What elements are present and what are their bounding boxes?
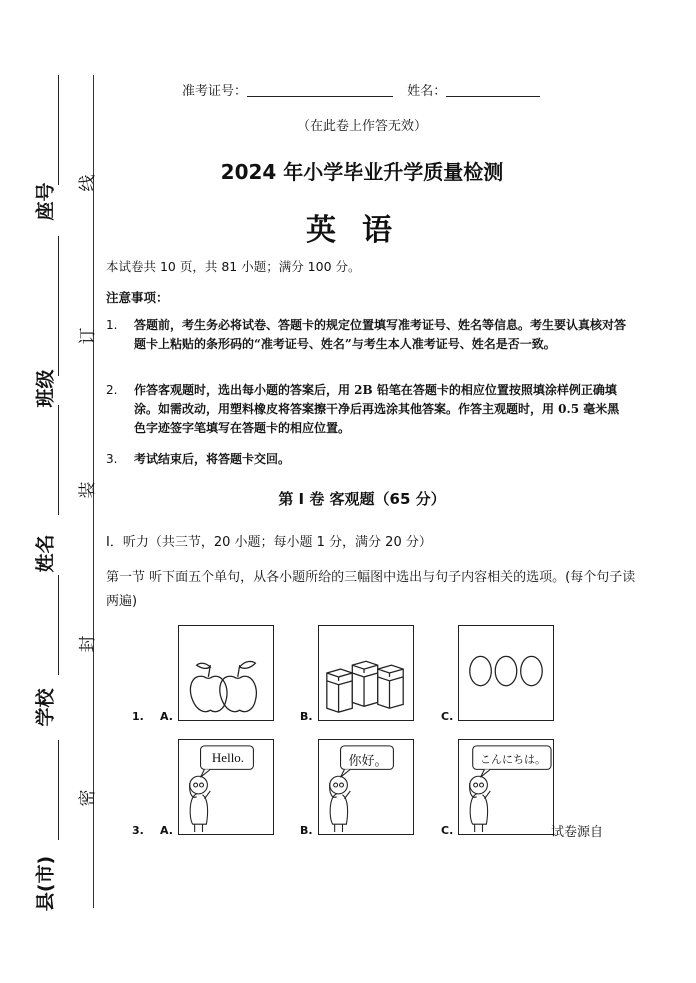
class-line	[58, 236, 59, 376]
exam-id-row	[182, 80, 540, 99]
speech-bubble-text: こんにちは。	[480, 753, 546, 766]
note-text: 答题前，考生务必将试卷、答题卡的规定位置填写准考证号、姓名等信息。考生要认真核对答题卡上粘贴的条形码的“准考证号、姓名”与考生本人准考证号、姓名是否一致。	[134, 318, 627, 351]
option-label: C.	[441, 824, 454, 837]
binding-word-feng: 封	[78, 635, 98, 653]
question-number: 3.	[132, 824, 144, 837]
note-number: 2.	[106, 383, 118, 397]
note-text: 作答客观题时，选出每小题的答案后，用 2B 铅笔在答题卡的相应位置按照填涂样例正确填涂。如需改动，用塑料橡皮将答案擦干净后再选涂其他答案。作答主观题时，用 0.5 毫米黑色字迹签字笔填写在答题卡的相应位置。	[134, 383, 620, 435]
picture-girl-nihao	[318, 739, 414, 835]
section-heading: I．听力（共三节，20 小题；每小题 1 分，满分 20 分）	[106, 535, 432, 550]
note-text: 考试结束后，将答题卡交回。	[134, 452, 291, 466]
intro-text: 本试卷共 10 页，共 81 小题；满分 100 分。	[106, 259, 361, 274]
question-number: 1.	[132, 710, 144, 723]
picture-eggs	[458, 625, 554, 721]
school-line	[58, 575, 59, 675]
note-item	[106, 316, 626, 354]
note-number: 1.	[106, 318, 118, 332]
option-label: A.	[160, 710, 173, 723]
note-item	[106, 450, 626, 469]
binding-word-xian: 线	[78, 174, 98, 192]
picture-girl-hello	[178, 739, 274, 835]
eggs-icon	[459, 626, 553, 720]
speech-bubble-text: Hello.	[211, 750, 245, 765]
binding-word-zhuang: 装	[78, 481, 98, 499]
option-label: C.	[441, 710, 454, 723]
source-watermark-text: 试卷源自	[551, 825, 604, 840]
speech-bubble-text: 你好。	[348, 754, 388, 769]
class-label: 班级	[34, 369, 57, 408]
binding-word-ding: 订	[78, 327, 98, 345]
section-instruction: 第一节 听下面五个单句，从各小题所给的三幅图中选出与句子内容相关的选项。(每个句子读两遍)	[106, 570, 636, 609]
county-label: 县(市)	[34, 855, 57, 912]
name-blank	[446, 83, 540, 97]
note-item	[106, 381, 626, 438]
subject-title: 英语	[306, 213, 418, 248]
school-label: 学校	[34, 688, 57, 727]
picture-girl-konnichiwa	[458, 739, 554, 835]
boxes-icon	[319, 626, 413, 720]
picture-apples	[178, 625, 274, 721]
apples-icon	[179, 626, 273, 720]
part-title: 第 I 卷 客观题（65 分）	[278, 490, 446, 508]
page-title: 2024 年小学毕业升学质量检测	[220, 160, 504, 184]
exam-id-label: 准考证号：	[182, 84, 248, 99]
name-label: 姓名	[34, 534, 57, 573]
seat-label: 座号	[34, 182, 57, 221]
notes-title: 注意事项：	[106, 290, 169, 305]
picture-boxes	[318, 625, 414, 721]
name-field-label: 姓名：	[407, 84, 447, 99]
option-label: B.	[300, 824, 313, 837]
exam-id-blank	[247, 83, 393, 97]
option-label: B.	[300, 710, 313, 723]
option-label: A.	[160, 824, 173, 837]
county-line	[58, 740, 59, 840]
note-number: 3.	[106, 452, 118, 466]
notice: （在此卷上作答无效）	[296, 119, 427, 134]
binding-word-mi: 密	[78, 789, 98, 807]
